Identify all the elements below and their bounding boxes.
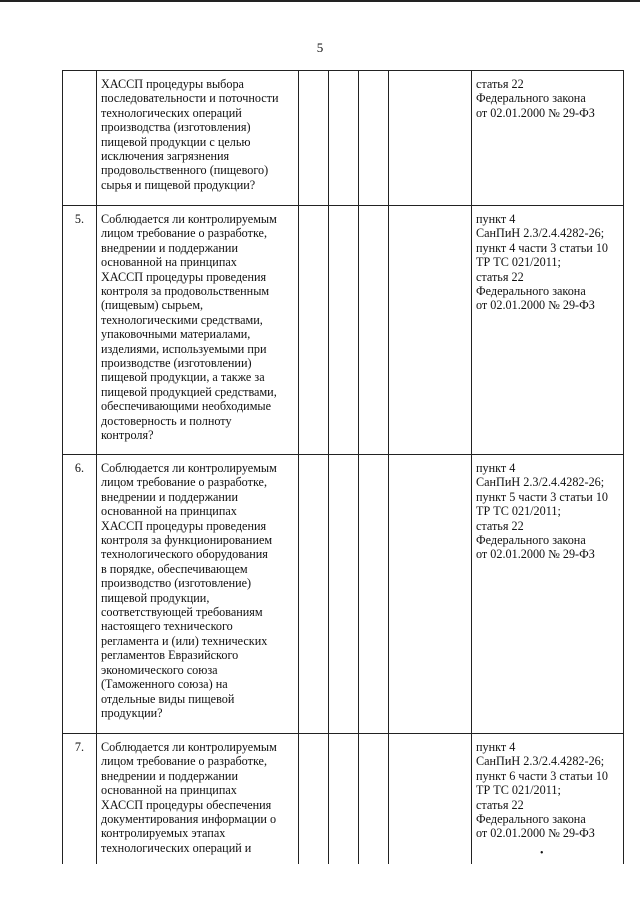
legal-reference: пункт 4 СанПиН 2.3/2.4.4282-26; пункт 4 части 3 статьи 10 ТР ТС 021/2011; статья 22 Федерального закона от 02.01.2000 № 29-ФЗ — [472, 206, 624, 455]
answer-na-cell — [359, 734, 389, 865]
legal-reference: пункт 4 СанПиН 2.3/2.4.4282-26; пункт 6 части 3 статьи 10 ТР ТС 021/2011; статья 22 Федерального закона от 02.01.2000 № 29-ФЗ — [472, 734, 624, 865]
answer-no-cell — [329, 71, 359, 206]
page-number: 5 — [316, 40, 324, 55]
answer-yes-cell — [299, 71, 329, 206]
note-cell — [389, 734, 472, 865]
answer-no-cell — [329, 734, 359, 865]
answer-na-cell — [359, 71, 389, 206]
table-row — [63, 71, 624, 206]
requirement-question: Соблюдается ли контролируемым лицом требование о разработке, внедрении и поддержании основанной на принципах ХАССП процедуры обеспечения документирования информации о контролируемых этапах технологических операций и — [97, 734, 299, 865]
item-number — [63, 71, 97, 206]
note-cell — [389, 71, 472, 206]
requirement-question: Соблюдается ли контролируемым лицом требование о разработке, внедрении и поддержании основанной на принципах ХАССП процедуры проведения контроля за функционированием технологического оборудования в порядке, обеспечивающем производство (изготовление) пищевой продукции, соответствующей требованиям настоящего технического регламента и (или) технических регламентов Евразийского экономического союза (Таможенного союза) на отдельные виды пищевой продукции? — [97, 455, 299, 734]
table-row — [63, 734, 624, 865]
note-cell — [389, 455, 472, 734]
answer-no-cell — [329, 206, 359, 455]
top-border-line — [0, 0, 640, 2]
item-number: 7. — [63, 734, 97, 865]
requirement-question: ХАССП процедуры выбора последовательности и поточности технологических операций производства (изготовления) пищевой продукции с целью исключения загрязнения продовольственного (пищевого) сырья и пищевой продукции? — [97, 71, 299, 206]
answer-na-cell — [359, 455, 389, 734]
answer-yes-cell — [299, 734, 329, 865]
answer-no-cell — [329, 455, 359, 734]
scan-speck: • — [540, 848, 544, 859]
table-row — [63, 455, 624, 734]
table-row — [63, 206, 624, 455]
requirement-question: Соблюдается ли контролируемым лицом требование о разработке, внедрении и поддержании основанной на принципах ХАССП процедуры проведения контроля за продовольственным (пищевым) сырьем, технологическими средствами, упаковочными материалами, изделиями, используемыми при производстве (изготовлении) пищевой продукции, а также за пищевой продукцией средствами, обеспечивающими необходимые достоверность и полноту контроля? — [97, 206, 299, 455]
answer-yes-cell — [299, 206, 329, 455]
legal-reference: статья 22 Федерального закона от 02.01.2000 № 29-ФЗ — [472, 71, 624, 206]
answer-na-cell — [359, 206, 389, 455]
legal-reference: пункт 4 СанПиН 2.3/2.4.4282-26; пункт 5 части 3 статьи 10 ТР ТС 021/2011; статья 22 Федерального закона от 02.01.2000 № 29-ФЗ — [472, 455, 624, 734]
answer-yes-cell — [299, 455, 329, 734]
item-number: 5. — [63, 206, 97, 455]
note-cell — [389, 206, 472, 455]
item-number: 6. — [63, 455, 97, 734]
checklist-table — [62, 70, 624, 864]
